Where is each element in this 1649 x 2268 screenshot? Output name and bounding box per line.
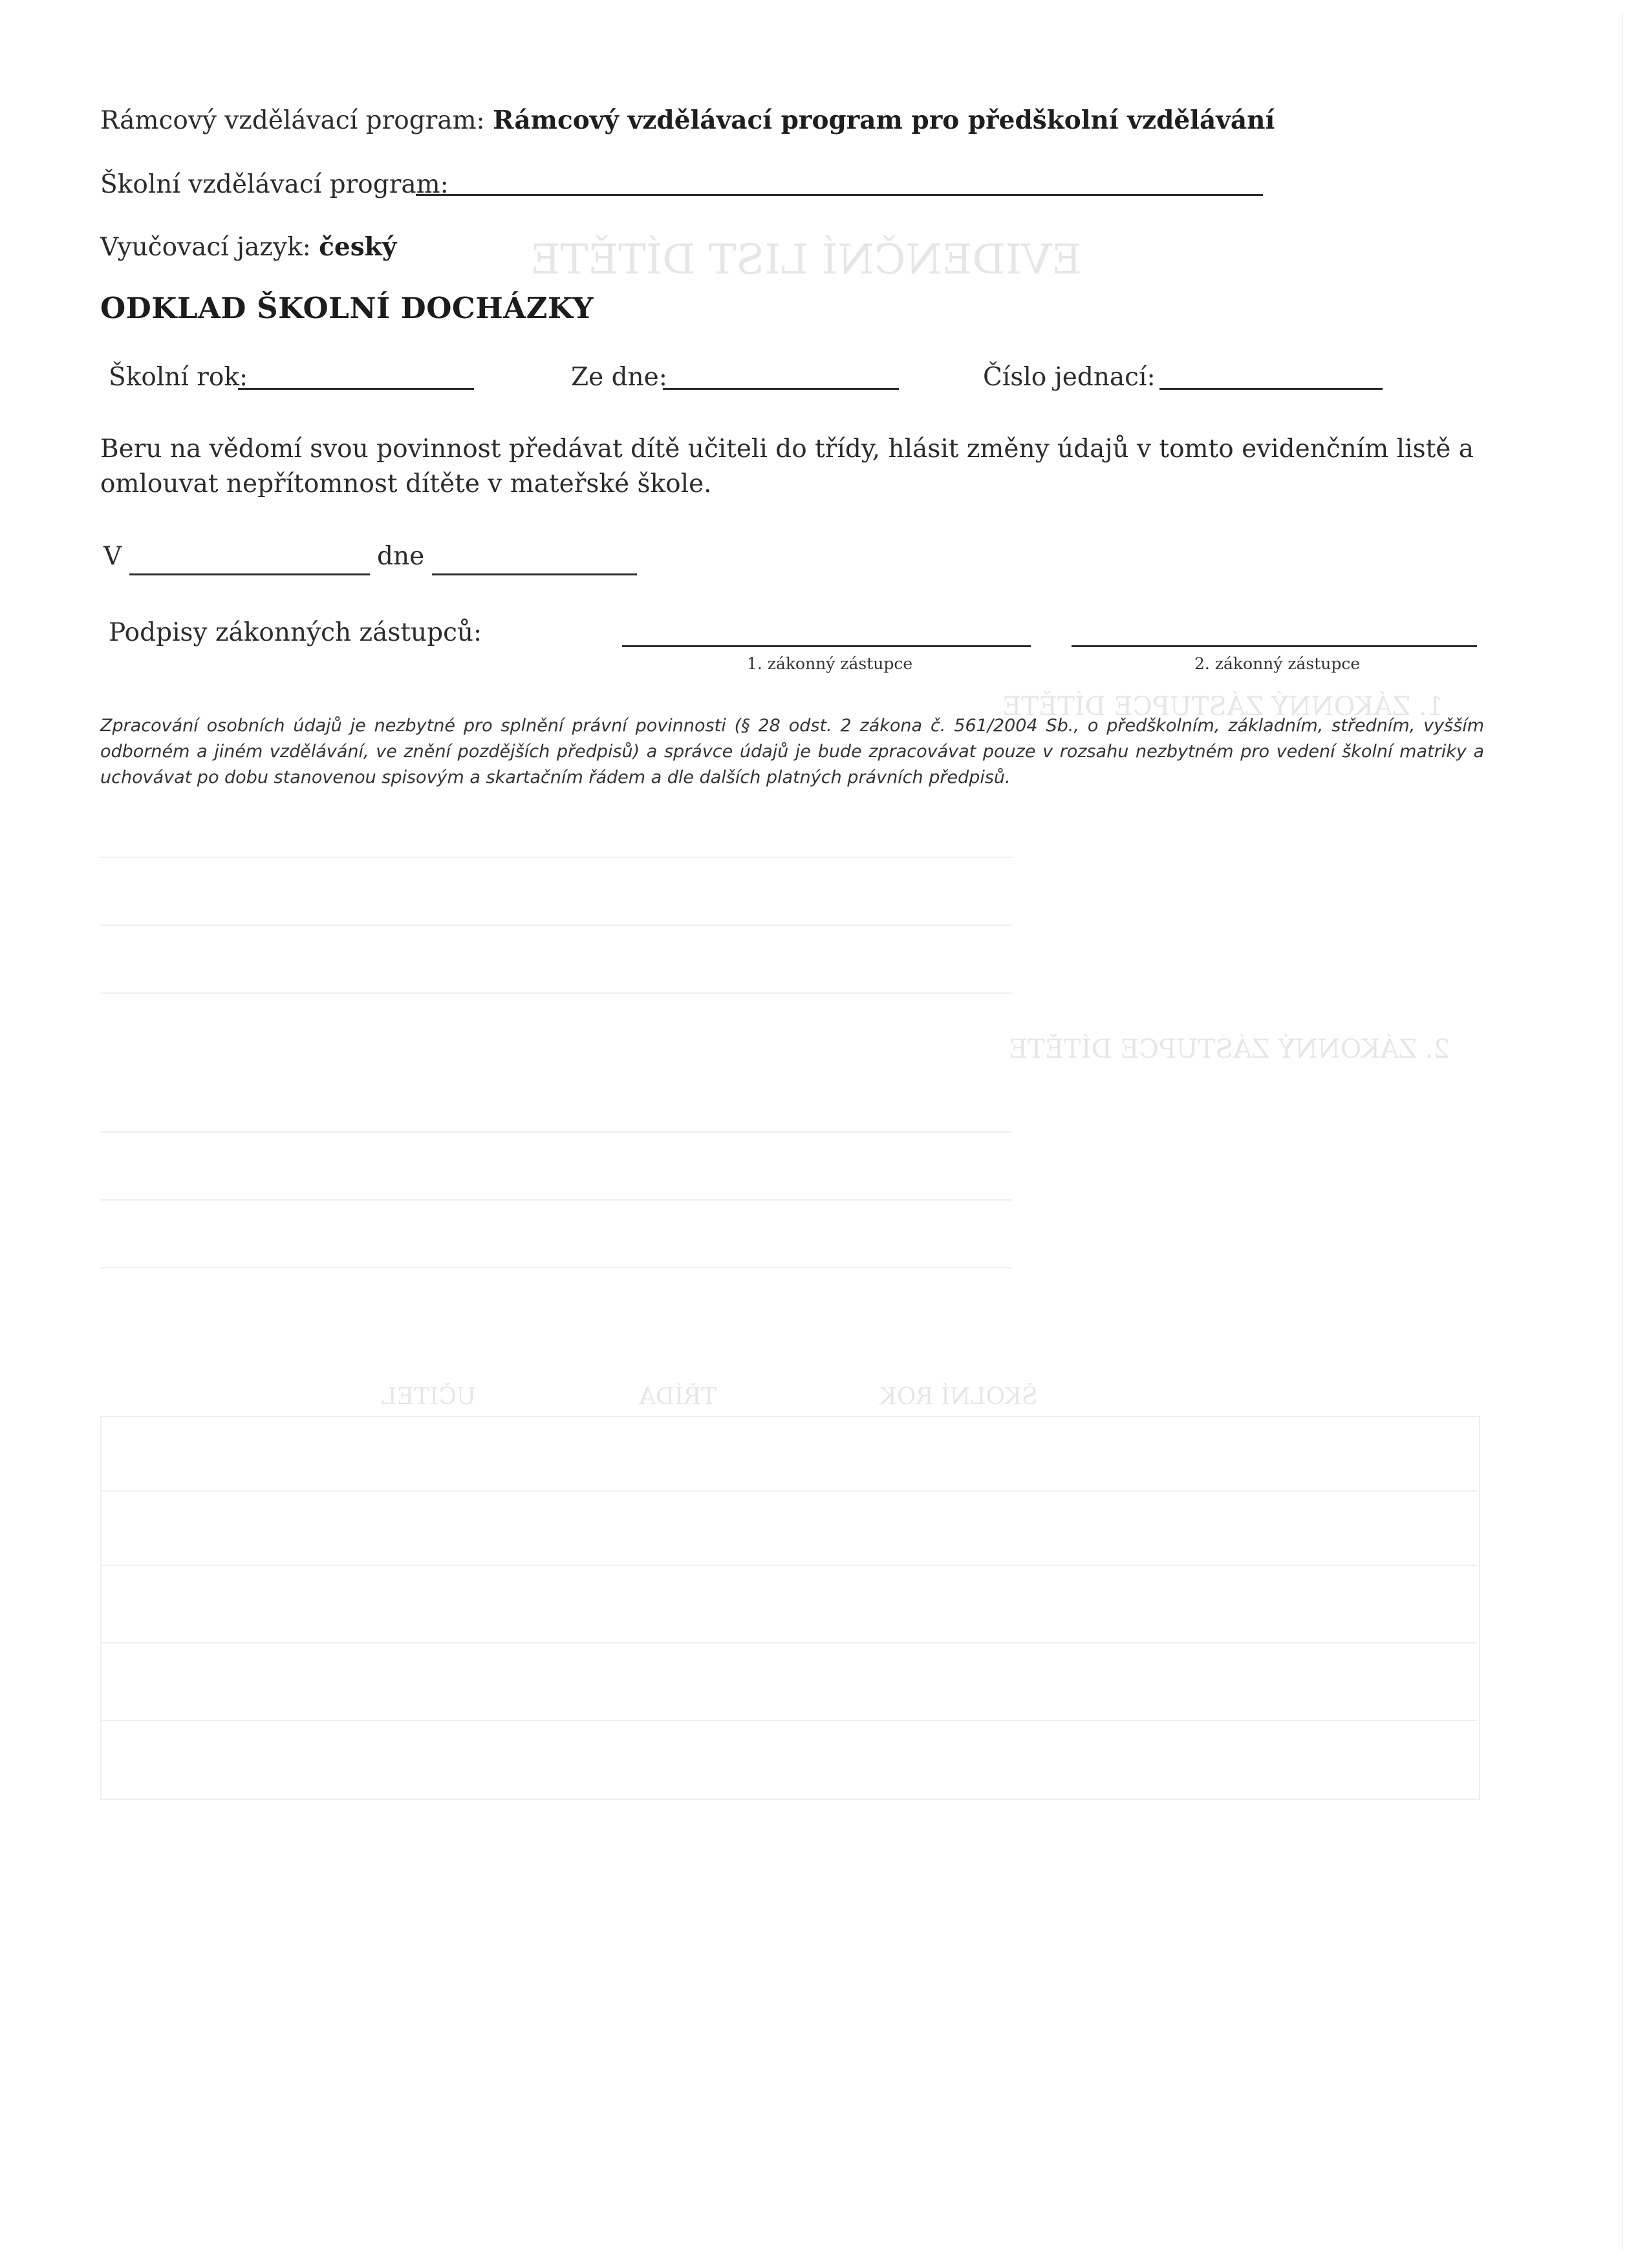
place-field[interactable]: [129, 573, 370, 575]
signature-caption-1: 1. zákonný zástupce: [747, 654, 913, 673]
page-edge-shadow: [1622, 13, 1623, 2250]
bleed-through-row-line: [100, 1720, 1478, 1721]
framework-row: [100, 105, 1275, 136]
school-program-field[interactable]: [416, 194, 1263, 196]
bleed-through-field-line: [100, 857, 1012, 858]
bleed-through-row-line: [100, 1565, 1478, 1566]
bleed-through-heading-2: 2. ZÁKONNÝ ZÁSTUPCE DÍTĚTE: [1009, 1034, 1450, 1064]
bleed-through-field-line: [100, 1131, 1012, 1133]
school-year-field[interactable]: [238, 388, 474, 390]
signatures-label: Podpisy zákonných zástupců:: [109, 618, 482, 647]
bleed-through-table: [100, 1416, 1480, 1800]
bleed-through-field-line: [100, 992, 1012, 994]
data-processing-note: Zpracování osobních údajů je nezbytné pro splnění právní povinnosti (§ 28 odst. 2 zákona č. 561/2004 Sb., o předškolním, základním, středním, vyšším odborném a jiném vzdělávání, ve znění pozdějších předpisů) a správce údajů je bude zpracovávat pouze v rozsahu nezbytném pro vedení školní matriky a uchovávat po dobu stanovenou spisovým a skartačním řádem a dle dalších platných právních předpisů.: [100, 716, 1484, 787]
signature-field-2[interactable]: [1072, 645, 1477, 647]
school-program-label: Školní vzdělávací program:: [100, 170, 449, 199]
section-title: ODKLAD ŠKOLNÍ DOCHÁZKY: [100, 291, 594, 325]
language-row: [100, 231, 396, 263]
bleed-through-field-line: [100, 1199, 1012, 1201]
language-value: český: [319, 232, 397, 262]
bleed-through-row-line: [100, 1642, 1478, 1643]
bleed-through-field-line: [100, 925, 1012, 926]
bleed-through-field-line: [100, 1267, 1012, 1268]
bleed-through-row-line: [100, 1490, 1478, 1492]
reference-field[interactable]: [1159, 388, 1383, 390]
reference-label: Číslo jednací:: [983, 363, 1156, 392]
framework-label: Rámcový vzdělávací program:: [100, 106, 485, 135]
from-date-field[interactable]: [663, 388, 899, 390]
bleed-through-table-header: ŠKOLNÍ ROK TŘÍDA UČITEL: [382, 1384, 1038, 1410]
date-field[interactable]: [432, 573, 637, 575]
school-year-label: Školní rok:: [109, 363, 248, 392]
signature-caption-2: 2. zákonný zástupce: [1194, 654, 1361, 673]
bleed-through-title: EVIDENČNÍ LIST DÍTĚTE: [530, 236, 1082, 284]
place-label: V: [103, 542, 122, 571]
from-date-label: Ze dne:: [571, 363, 667, 392]
signature-field-1[interactable]: [622, 645, 1031, 647]
language-label: Vyučovací jazyk:: [100, 233, 311, 262]
bleed-through-heading: 1. ZÁKONNÝ ZÁSTUPCE DÍTĚTE: [1002, 692, 1443, 722]
date-label: dne: [377, 542, 425, 571]
framework-value: Rámcový vzdělávací program pro předškolní vzdělávání: [493, 105, 1275, 135]
acknowledgement-text: Beru na vědomí svou povinnost předávat dítě učiteli do třídy, hlásit změny údajů v tomto evidenčním listě a omlouvat nepřítomnost dítěte v mateřské škole.: [100, 434, 1474, 498]
